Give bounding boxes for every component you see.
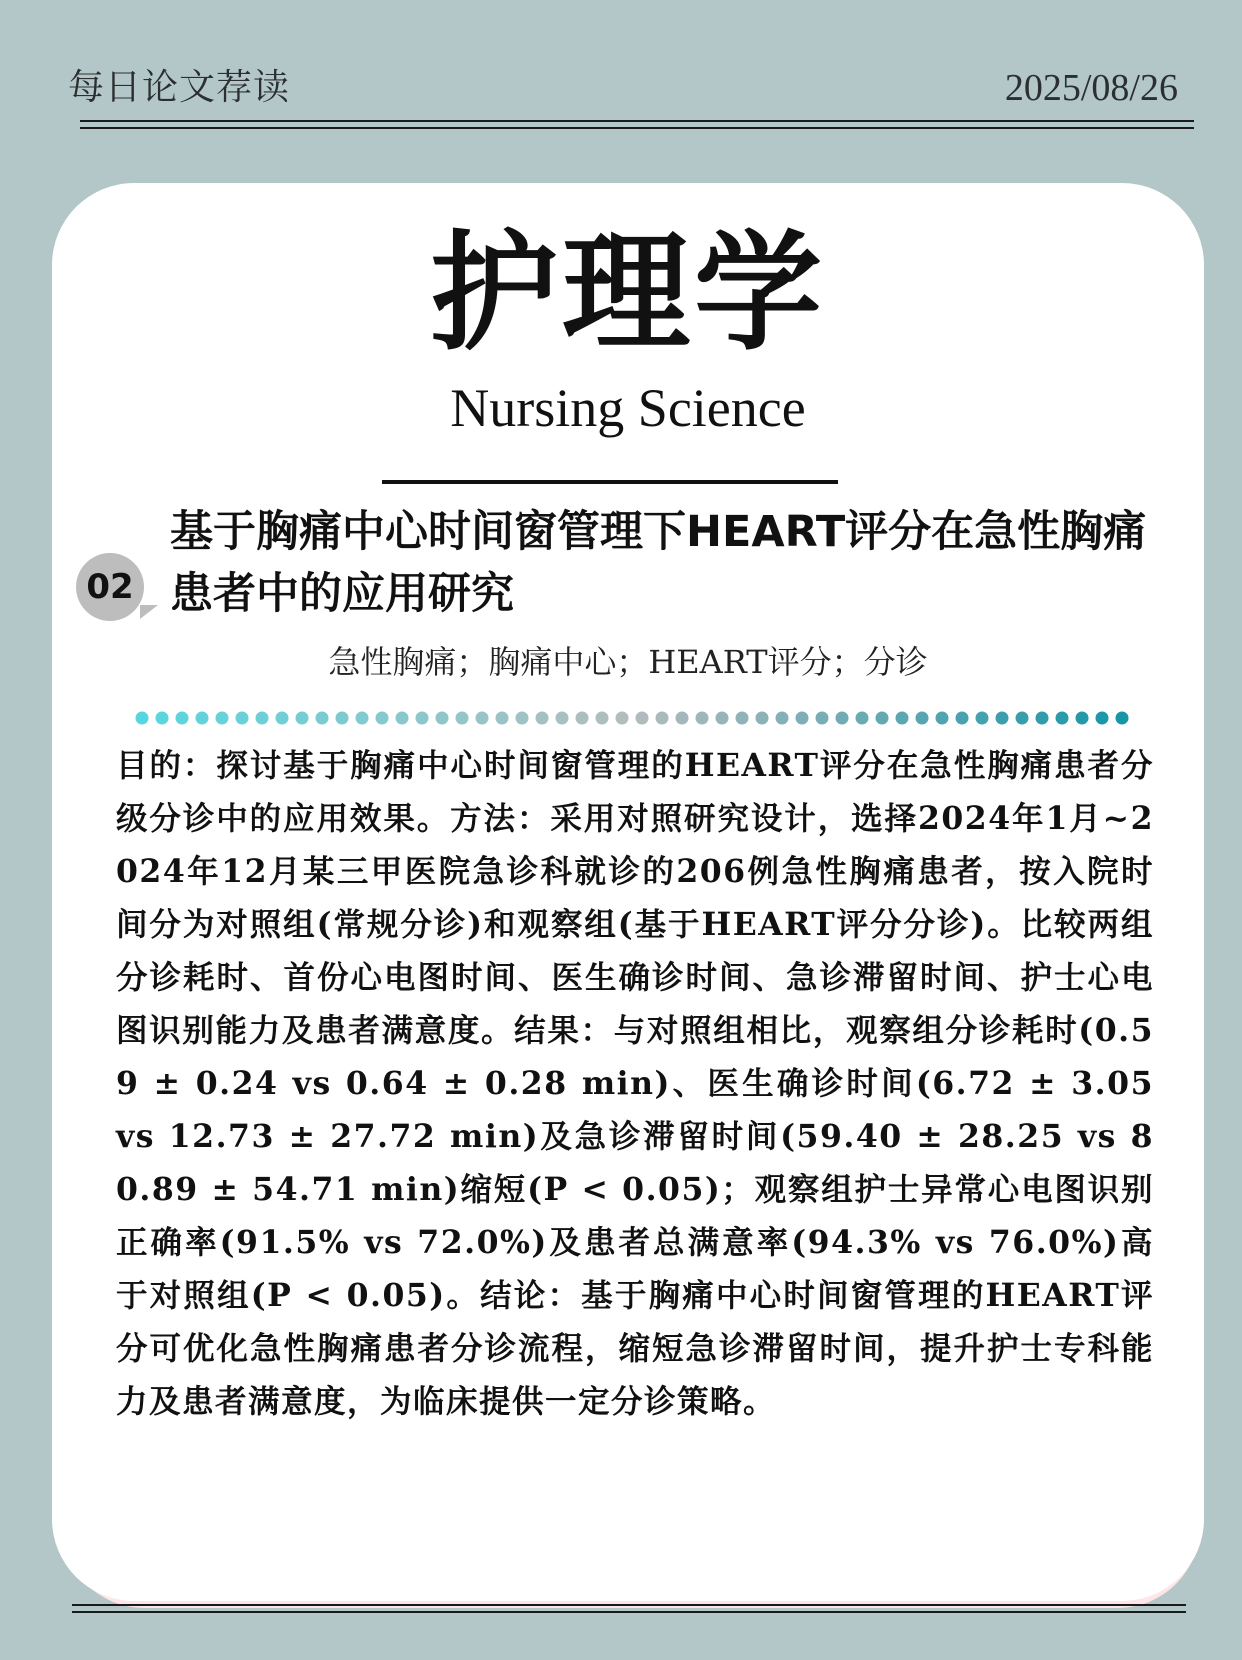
divider-dot [156,712,169,725]
divider-dot [436,712,449,725]
divider-dot [256,712,269,725]
paper-title: 基于胸痛中心时间窗管理下HEART评分在急性胸痛患者中的应用研究 [170,507,1147,619]
keywords: 急性胸痛；胸痛中心；HEART评分；分诊 [328,643,928,681]
divider-dot [516,712,529,725]
divider-dot [496,712,509,725]
divider-dot [956,712,969,725]
paper-number: 02 [86,567,134,607]
divider-dot [696,712,709,725]
divider-dot [756,712,769,725]
divider-dot [856,712,869,725]
divider-dot [896,712,909,725]
divider-dot [416,712,429,725]
divider-dot [1056,712,1069,725]
divider-dot [176,712,189,725]
divider-dot [596,712,609,725]
divider-dot [876,712,889,725]
divider-dot [996,712,1009,725]
publish-date: 2025/08/26 [1004,67,1178,109]
divider-dot [936,712,949,725]
divider-dot [1016,712,1029,725]
divider-dot [916,712,929,725]
divider-dot [1116,712,1129,725]
divider-dot [1036,712,1049,725]
divider-dot [556,712,569,725]
divider-dot [316,712,329,725]
divider-dot [536,712,549,725]
divider-dot [456,712,469,725]
divider-dot [236,712,249,725]
divider-dot [716,712,729,725]
divider-dot [1076,712,1089,725]
divider-dot [816,712,829,725]
divider-dot [476,712,489,725]
divider-dot [136,712,149,725]
footer-divider-secondary [72,1611,1186,1613]
title-divider [382,480,838,484]
subject-title: 护理学 [429,218,826,368]
divider-dot [976,712,989,725]
subject-subtitle: Nursing Science [450,378,806,438]
header-divider-secondary [80,127,1194,129]
divider-dot [336,712,349,725]
series-label: 每日论文荐读 [68,67,291,108]
divider-dot [196,712,209,725]
footer-divider [72,1604,1186,1606]
divider-dot [296,712,309,725]
paper-number-badge [76,553,144,621]
divider-dot [776,712,789,725]
header-divider [80,120,1194,122]
divider-dot [676,712,689,725]
divider-dot [356,712,369,725]
dotted-divider [132,710,1132,726]
divider-dot [396,712,409,725]
divider-dot [276,712,289,725]
divider-dot [636,712,649,725]
paper-card [52,183,1204,1601]
abstract-text: 目的：探讨基于胸痛中心时间窗管理的HEART评分在急性胸痛患者分级分诊中的应用效果。方法：采用对照研究设计，选择2024年1月~2024年12月某三甲医院急诊科就诊的206例急性胸痛患者，按入院时间分为对照组(常规分诊)和观察组(基于HEART评分分诊)。比较两组分诊耗时、首份心电图时间、医生确诊时间、急诊滞留时间、护士心电图识别能力及患者满意度。结果：与对照组相比，观察组分诊耗时(0.59 ± 0.24 vs 0.64 ± 0.28 min)、医生确诊时间(6.72 ± 3.05 vs 12.73 ± 27.72 min)及急诊滞留时间(59.40 ± 28.25 vs 80.89 ± 54.71 min)缩短(P < 0.05)；观察组护士异常心电图识别正确率(91.5% vs 72.0%)及患者总满意率(94.3% vs 76.0%)高于对照组(P < 0.05)。结论：基于胸痛中心时间窗管理的HEART评分可优化急性胸痛患者分诊流程，缩短急诊滞留时间，提升护士专科能力及患者满意度，为临床提供一定分诊策略。 [116,747,1154,1420]
divider-dot [736,712,749,725]
divider-dot [836,712,849,725]
divider-dot [216,712,229,725]
divider-dot [656,712,669,725]
divider-dot [1096,712,1109,725]
divider-dot [796,712,809,725]
divider-dot [616,712,629,725]
divider-dot [576,712,589,725]
divider-dot [376,712,389,725]
